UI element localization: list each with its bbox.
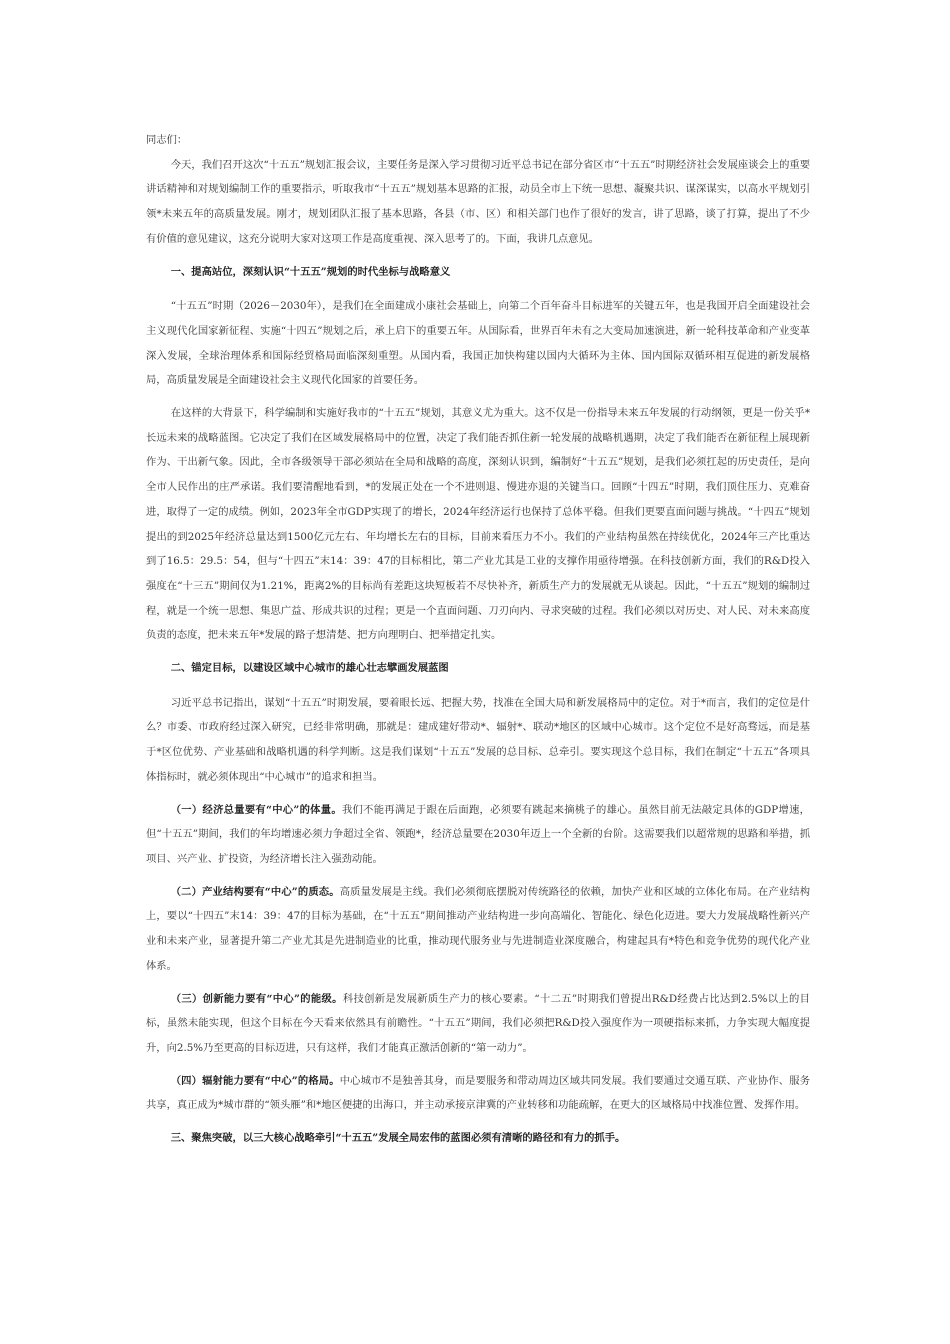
item-4-title: （四）辐射能力要有“中心”的格局。 bbox=[170, 1074, 340, 1087]
document-body bbox=[146, 128, 810, 1161]
item-1-title: （一）经济总量要有“中心”的体量。 bbox=[170, 803, 342, 816]
section-2-item-1 bbox=[146, 798, 810, 872]
section-1-paragraph-1: “十五五”时期（2026－2030年），是我们在全面建成小康社会基础上，向第二个百年奋斗目标进军的关键五年，也是我国开启全面建设社会主义现代化国家新征程、实施“十四五”规划之后，承上启下的重要五年。从国际看，世界百年未有之大变局加速演进，新一轮科技革命和产业变革深入发展，全球治理体系和国际经贸格局面临深刻重塑。从国内看，我国正加快构建以国内大循环为主体、国内国际双循环相互促进的新发展格局，高质量发展是全面建设社会主义现代化国家的首要任务。 bbox=[146, 300, 810, 387]
section-2-item-4 bbox=[146, 1069, 810, 1118]
section-2-item-2 bbox=[146, 880, 810, 979]
item-3-title: （三）创新能力要有“中心”的能级。 bbox=[170, 992, 343, 1005]
item-4-text: 中心城市不是独善其身，而是要服务和带动周边区域共同发展。我们要通过交通互联、产业协作、服务共享，真正成为*城市群的“领头雁”和*地区便捷的出海口，并主动承接京津冀的产业转移和功能疏解，在更大的区域格局中找准位置、发挥作用。 bbox=[146, 1074, 810, 1112]
item-2-text: 高质量发展是主线。我们必须彻底摆脱对传统路径的依赖，加快产业和区域的立体化布局。在产业结构上，要以“十四五”末14：39：47的目标为基础，在“十五五”期间推动产业结构进一步向高端化、智能化、绿色化迈进。要大力发展战略性新兴产业和未来产业，显著提升第二产业尤其是先进制造业的比重，推动现代服务业与先进制造业深度融合，构建起具有*特色和竞争优势的现代化产业体系。 bbox=[146, 885, 810, 972]
section-3-heading: 三、聚焦突破，以三大核心战略牵引“十五五”发展全局宏伟的蓝图必须有清晰的路径和有力的抓手。 bbox=[170, 1132, 626, 1145]
item-3-text: 科技创新是发展新质生产力的核心要素。“十二五”时期我们曾提出R&D经费占比达到2.5%以上的目标，虽然未能实现，但这个目标在今天看来依然具有前瞻性。“十五五”期间，我们必须把R&D投入强度作为一项硬指标来抓，力争实现大幅度提升，向2.5%乃至更高的目标迈进，只有这样，我们才能真正激活创新的“第一动力”。 bbox=[146, 992, 810, 1054]
intro-paragraph: 今天，我们召开这次“十五五”规划汇报会议，主要任务是深入学习贯彻习近平总书记在部分省区市“十五五”时期经济社会发展座谈会上的重要讲话精神和对规划编制工作的重要指示，听取我市“十五五”规划基本思路的汇报，动员全市上下统一思想、凝聚共识、谋深谋实，以高水平规划引领*未来五年的高质量发展。刚才，规划团队汇报了基本思路，各县（市、区）和相关部门也作了很好的发言，讲了思路，谈了打算，提出了不少有价值的意见建议，这充分说明大家对这项工作是高度重视、深入思考了的。下面，我讲几点意见。 bbox=[146, 158, 810, 245]
item-1-text: 我们不能再满足于跟在后面跑，必须要有跳起来摘桃子的雄心。虽然目前无法敲定具体的GDP增速，但“十五五”期间，我们的年均增速必须力争超过全省、领跑*，经济总量要在2030年迈上一个全新的台阶。这需要我们以超常规的思路和举措，抓项目、兴产业、扩投资，为经济增长注入强劲动能。 bbox=[146, 803, 810, 865]
section-2-heading: 二、锚定目标，以建设区域中心城市的雄心壮志擘画发展蓝图 bbox=[170, 662, 449, 675]
greeting: 同志们： bbox=[146, 134, 188, 146]
item-2-title: （二）产业结构要有“中心”的质态。 bbox=[170, 885, 340, 898]
section-2-item-3 bbox=[146, 987, 810, 1061]
section-1-paragraph-2: 在这样的大背景下，科学编制和实施好我市的“十五五”规划，其意义尤为重大。这不仅是一份指导未来五年发展的行动纲领，更是一份关乎*长远未来的战略蓝图。它决定了我们在区域发展格局中的位置，决定了我们能否抓住新一轮发展的战略机遇期，决定了我们能否在新征程上展现新作为、干出新气象。因此，全市各级领导干部必须站在全局和战略的高度，深刻认识到，编制好“十五五”规划，是我们必须扛起的历史责任，是向全市人民作出的庄严承诺。我们要清醒地看到，*的发展正处在一个不进则退、慢进亦退的关键当口。回顾“十四五”时期，我们顶住压力、克难奋进，取得了一定的成绩。例如，2023年全市GDP实现了的增长，2024年经济运行也保持了总体平稳。但我们更要直面问题与挑战。“十四五”规划提出的到2025年经济总量达到1500亿元左右、年均增长左右的目标，目前来看压力不小。我们的产业结构虽然在持续优化，2024年三产比重达到了16.5：29.5：54，但与“十四五”末14：39：47的目标相比，第二产业尤其是工业的支撑作用亟待增强。在科技创新方面，我们的R&D投入强度在“十三五”期间仅为1.21%，距离2%的目标尚有差距这块短板若不尽快补齐，新质生产力的发展就无从谈起。因此，“十五五”规划的编制过程，就是一个统一思想、集思广益、形成共识的过程；更是一个直面问题、刀刃向内、寻求突破的过程。我们必须以对历史、对人民、对未来高度负责的态度，把未来五年*发展的路子想清楚、把方向理明白、把举措定扎实。 bbox=[146, 407, 810, 642]
section-1-heading: 一、提高站位，深刻认识“十五五”规划的时代坐标与战略意义 bbox=[170, 265, 451, 278]
section-2-paragraph-1: 习近平总书记指出，谋划“十五五”时期发展，要着眼长远、把握大势，找准在全国大局和新发展格局中的定位。对于*而言，我们的定位是什么？市委、市政府经过深入研究，已经非常明确，那就是：建成建好带动*、辐射*、联动*地区的区域中心城市。这个定位不是好高骛远，而是基于*区位优势、产业基础和战略机遇的科学判断。这是我们谋划“十五五”发展的总目标、总牵引。要实现这个总目标，我们在制定“十五五”各项具体指标时，就必须体现出“中心城市”的追求和担当。 bbox=[146, 696, 810, 783]
